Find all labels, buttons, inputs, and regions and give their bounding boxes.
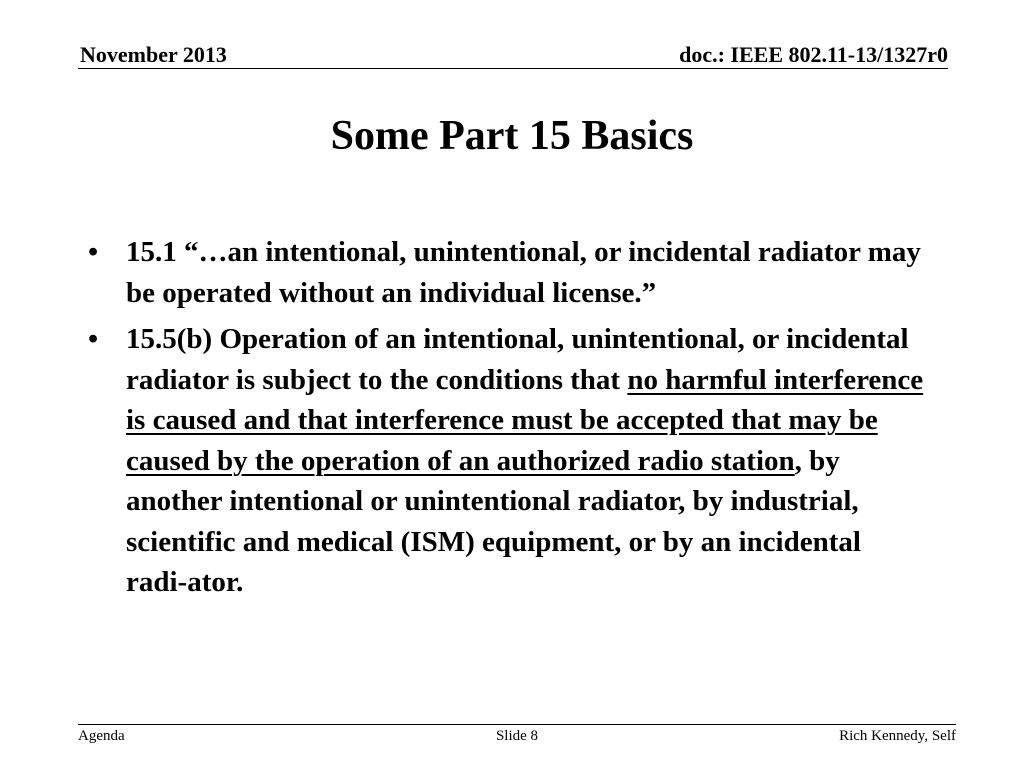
slide-number: Slide 8	[495, 728, 539, 744]
footer-author: Rich Kennedy, Self	[839, 728, 956, 744]
bullet-list	[88, 232, 928, 609]
footer-left-label: Agenda	[78, 728, 125, 744]
bullet-marker: •	[88, 236, 99, 268]
bullet-text-lead: 15.5(b) Operation of an intentional, unintentional, or incidental radiator is subject to the conditions that	[126, 323, 909, 396]
bullet-text-underlined: no harmful interference is caused and that interference must be accepted that may be caused by the operation of an authorized radio station	[126, 363, 924, 477]
bullet-text: 15.1 “…an intentional, unintentional, or incidental radiator may be operated without an individual license.”	[126, 236, 921, 309]
header-divider	[78, 68, 948, 69]
header-doc-id: doc.: IEEE 802.11-13/1327r0	[679, 42, 948, 67]
bullet-item	[88, 319, 928, 603]
bullet-item	[88, 232, 928, 313]
footer-divider	[78, 724, 956, 725]
bullet-text-tail: , by another intentional or unintentional radiator, by industrial, scientific and medical (ISM) equipment, or by an incidental radi-ator.	[126, 444, 861, 598]
header-date: November 2013	[80, 42, 227, 67]
slide-title: Some Part 15 Basics	[330, 113, 694, 159]
bullet-marker: •	[88, 323, 99, 355]
